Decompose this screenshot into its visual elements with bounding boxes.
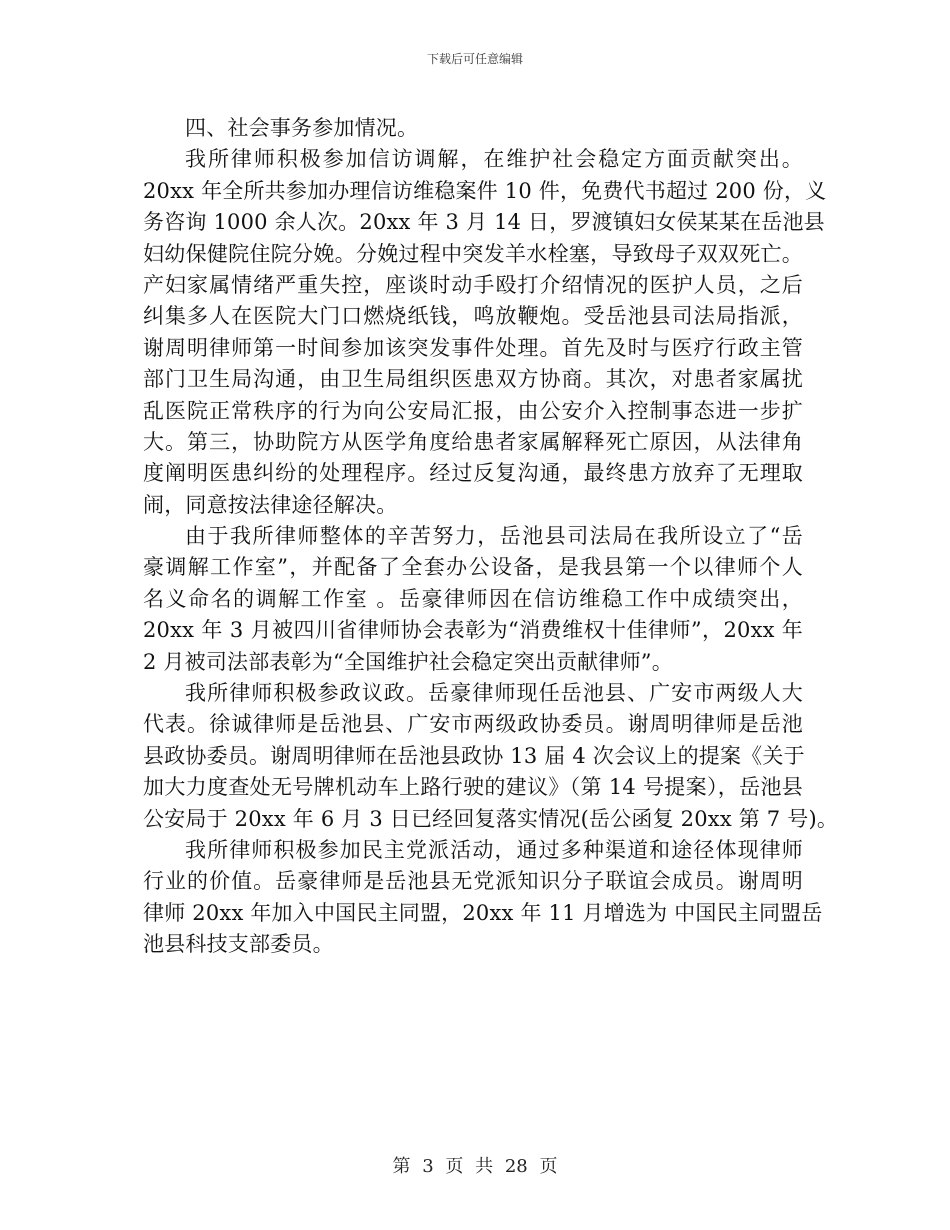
page-header-note: 下载后可任意编辑 (426, 52, 523, 66)
paragraph-line: 乱医院正常秩序的行为向公安局汇报，由公安介入控制事态进一步扩 (143, 398, 803, 423)
document-body (143, 113, 839, 961)
paragraph-line: 谢周明律师第一时间参加该突发事件处理。首先及时与医疗行政主管 (143, 335, 803, 360)
paragraph-line: 由于我所律师整体的辛苦努力，岳池县司法局在我所设立了“岳 (185, 524, 803, 549)
paragraph-line: 大。第三，协助院方从医学角度给患者家属解释死亡原因，从法律角 (143, 429, 803, 454)
page-number: 第 3 页 共 28 页 (392, 1156, 558, 1177)
paragraph-line: 名义命名的调解工作室 。岳豪律师因在信访维稳工作中成绩突出， (143, 586, 803, 611)
paragraph-line: 闹，同意按法律途径解决。 (143, 492, 398, 517)
paragraph-line: 纠集多人在医院大门口燃烧纸钱，鸣放鞭炮。受岳池县司法局指派， (143, 304, 803, 329)
paragraph-line: 行业的价值。岳豪律师是岳池县无党派知识分子联谊会成员。谢周明 (143, 869, 803, 894)
paragraph-line: 我所律师积极参加信访调解，在维护社会稳定方面贡献突出。 (185, 147, 803, 172)
paragraph-line: 妇幼保健院住院分娩。分娩过程中突发羊水栓塞，导致母子双双死亡。 (143, 241, 803, 266)
paragraph-line: 池县科技支部委员。 (143, 932, 334, 957)
paragraph-line: 公安局于 20xx 年 6 月 3 日已经回复落实情况(岳公函复 20xx 第 7 号)。 (143, 806, 839, 831)
paragraph-line: 度阐明医患纠纷的处理程序。经过反复沟通，最终患方放弃了无理取 (143, 461, 803, 486)
paragraph-line: 务咨询 1000 余人次。20xx 年 3 月 14 日，罗渡镇妇女侯某某在岳池县 (143, 210, 825, 235)
paragraph-line: 加大力度查处无号牌机动车上路行驶的建议》（第 14 号提案），岳池县 (143, 775, 803, 800)
paragraph-line: 我所律师积极参加民主党派活动，通过多种渠道和途径体现律师 (185, 837, 803, 862)
paragraph-line: 我所律师积极参政议政。岳豪律师现任岳池县、广安市两级人大 (185, 681, 803, 706)
paragraph-line: 2 月被司法部表彰为“全国维护社会稳定突出贡献律师”。 (143, 649, 673, 674)
paragraph-line: 部门卫生局沟通，由卫生局组织医患双方协商。其次，对患者家属扰 (143, 367, 803, 392)
paragraph-line: 律师 20xx 年加入中国民主同盟，20xx 年 11 月增选为 中国民主同盟岳 (143, 900, 823, 925)
paragraph-line: 县政协委员。谢周明律师在岳池县政协 13 届 4 次会议上的提案《关于 (143, 743, 805, 768)
paragraph-line: 豪调解工作室”，并配备了全套办公设备，是我县第一个以律师个人 (143, 555, 803, 580)
paragraph-line: 产妇家属情绪严重失控，座谈时动手殴打介绍情况的医护人员，之后 (143, 272, 803, 297)
paragraph-line: 四、社会事务参加情况。 (185, 116, 419, 140)
paragraph-line: 20xx 年 3 月被四川省律师协会表彰为“消费维权十佳律师”，20xx 年 (143, 618, 803, 643)
paragraph-line: 代表。徐诚律师是岳池县、广安市两级政协委员。谢周明律师是岳池 (143, 712, 803, 737)
paragraph-line: 20xx 年全所共参加办理信访维稳案件 10 件，免费代书超过 200 份，义 (143, 178, 827, 203)
